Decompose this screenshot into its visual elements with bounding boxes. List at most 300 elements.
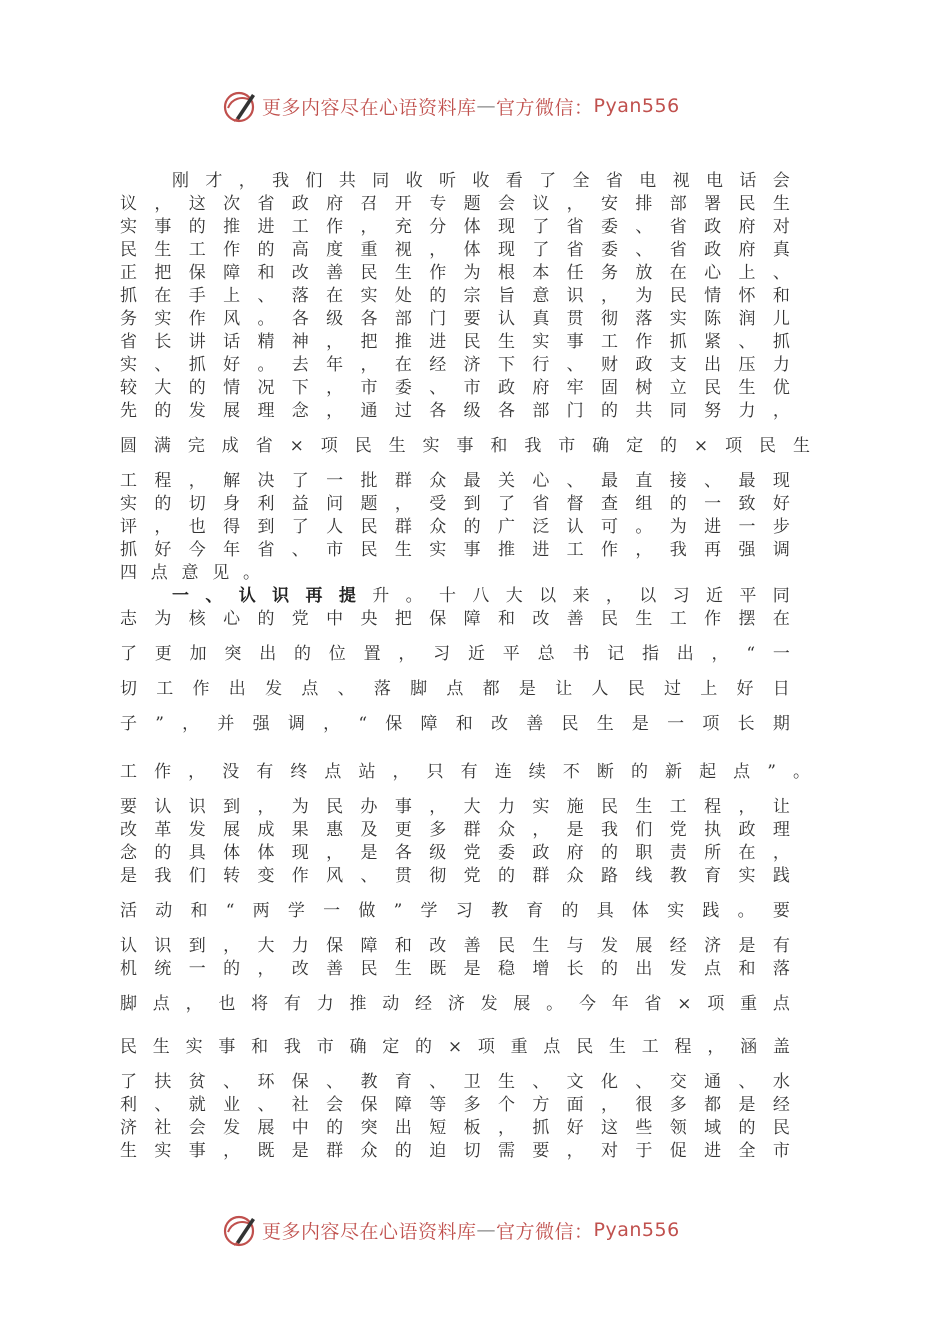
char: 大: [505, 586, 523, 606]
banner-official: 官方微信：: [496, 1220, 594, 1243]
char: 紧: [704, 332, 722, 352]
char: 正: [120, 263, 137, 283]
char: 委: [497, 843, 515, 863]
char: 生: [635, 609, 653, 629]
char: 是: [738, 936, 756, 956]
char: 根: [497, 263, 515, 283]
text-line: [120, 761, 810, 784]
char: 分: [429, 217, 447, 237]
char: 文: [566, 1072, 584, 1092]
char: 批: [360, 471, 378, 491]
char: 核: [188, 609, 206, 629]
text-line: [120, 993, 790, 1016]
char: ，: [182, 714, 200, 734]
char: 各: [429, 401, 447, 421]
char: 扶: [154, 1072, 172, 1092]
char: 作: [326, 217, 344, 237]
char: 实: [120, 355, 137, 375]
char: 在: [738, 843, 756, 863]
char: 到: [463, 494, 481, 514]
char: 成: [257, 820, 275, 840]
char: 进: [257, 217, 275, 237]
char: ，: [772, 843, 790, 863]
char: 部: [394, 309, 412, 329]
char: 可: [601, 517, 619, 537]
text-line: [120, 1140, 790, 1163]
banner-text: 更多内容尽在心语资料库: [262, 1220, 477, 1243]
char: 、: [429, 1072, 447, 1092]
char: 先: [120, 401, 137, 421]
char: 会: [326, 1095, 344, 1115]
char: 既: [257, 1141, 275, 1161]
char: ，: [394, 494, 412, 514]
char: 民: [669, 286, 687, 306]
char: 过: [663, 679, 681, 699]
char: 都: [704, 1095, 722, 1115]
char: 度: [326, 240, 344, 260]
text-line: [120, 262, 790, 285]
char: 念: [291, 401, 309, 421]
char: 改: [532, 609, 550, 629]
char: 革: [154, 820, 172, 840]
char: 旨: [497, 286, 515, 306]
char: 要: [772, 901, 790, 921]
char: 项: [702, 714, 720, 734]
char: 起: [699, 762, 717, 782]
char: 的: [257, 609, 275, 629]
char: 润: [738, 309, 756, 329]
char: 政: [291, 194, 309, 214]
char: 、: [223, 1072, 241, 1092]
char: 市: [772, 1141, 790, 1161]
char: 摆: [738, 609, 756, 629]
char: 实: [669, 309, 687, 329]
char: 出: [676, 644, 694, 664]
char: 保: [360, 1095, 378, 1115]
char: 事: [456, 436, 474, 456]
char: 与: [566, 936, 584, 956]
char: ×: [289, 436, 304, 456]
char: 近: [706, 586, 723, 606]
char: 党: [463, 866, 481, 886]
char: 省: [566, 217, 584, 237]
char: 我: [601, 820, 619, 840]
char: 安: [601, 194, 619, 214]
char: 板: [463, 1118, 481, 1138]
char: 民: [576, 1037, 594, 1057]
char: 不: [562, 762, 580, 782]
char: 落: [635, 309, 653, 329]
char: 统: [154, 959, 172, 979]
char: 众: [429, 517, 447, 537]
char: 识: [188, 797, 206, 817]
char: 作: [704, 609, 722, 629]
char: 一: [323, 901, 341, 921]
char: 了: [291, 471, 309, 491]
char: 我: [154, 866, 172, 886]
char: 善: [526, 714, 544, 734]
char: 贫: [188, 1072, 206, 1092]
char: 也: [218, 994, 236, 1014]
char: 生: [394, 263, 412, 283]
char: 、: [360, 866, 378, 886]
char: 发: [265, 679, 283, 699]
char: 进: [704, 517, 722, 537]
char: 府: [532, 378, 550, 398]
char: 的: [188, 378, 206, 398]
char: 风: [326, 866, 344, 886]
char: 和: [490, 436, 508, 456]
char: 为: [463, 263, 481, 283]
char: 中: [291, 1118, 309, 1138]
char: ”: [767, 762, 776, 782]
char: 为: [154, 609, 172, 629]
char: 益: [291, 494, 309, 514]
char: 于: [635, 1141, 653, 1161]
char: 点: [446, 679, 464, 699]
char: 是: [566, 820, 584, 840]
char: 见: [212, 563, 230, 583]
char: ，: [238, 171, 256, 191]
char: 善: [326, 959, 344, 979]
char: 的: [293, 644, 311, 664]
char: 众: [360, 1141, 378, 1161]
text-line: [120, 331, 790, 354]
char: 识: [154, 936, 172, 956]
char: 市: [326, 540, 344, 560]
char: 点: [772, 994, 790, 1014]
char: 级: [429, 843, 447, 863]
char: 和: [455, 714, 473, 734]
char: 彻: [601, 309, 619, 329]
char: 了: [539, 171, 557, 191]
char: 了: [532, 217, 550, 237]
char: 抓: [188, 355, 206, 375]
char: 放: [635, 263, 653, 283]
char: 发: [188, 401, 206, 421]
char: 出: [394, 1118, 412, 1138]
char: 、: [154, 355, 172, 375]
char: 党: [463, 843, 481, 863]
char: 一: [772, 644, 790, 664]
pen-logo-icon: [222, 1212, 258, 1248]
char: 民: [772, 1118, 790, 1138]
char: 大: [257, 936, 275, 956]
char: 视: [672, 171, 690, 191]
text-line: [120, 354, 790, 377]
char: 全: [738, 1141, 756, 1161]
char: 志: [120, 609, 137, 629]
char: 工: [188, 240, 206, 260]
char: 贯: [566, 309, 584, 329]
char: 进: [429, 332, 447, 352]
char: 手: [188, 286, 206, 306]
char: 济: [447, 994, 465, 1014]
char: ，: [635, 540, 653, 560]
char: 和: [394, 936, 412, 956]
char: 专: [429, 194, 447, 214]
char: 抓: [669, 332, 687, 352]
char: 识: [272, 586, 290, 606]
char: 平: [502, 644, 520, 664]
char: 都: [482, 679, 500, 699]
char: 省: [120, 332, 137, 352]
char: 迫: [429, 1141, 447, 1161]
char: 利: [257, 494, 275, 514]
char: 好: [566, 1118, 584, 1138]
char: 把: [154, 263, 172, 283]
char: 为: [291, 797, 309, 817]
char: 们: [188, 866, 206, 886]
banner-wechat-id: Pyan556: [593, 1219, 680, 1241]
char: 加: [189, 644, 207, 664]
char: 生: [596, 714, 614, 734]
char: 再: [704, 540, 722, 560]
char: 实: [360, 286, 378, 306]
char: 。: [635, 517, 653, 537]
char: 、: [429, 378, 447, 398]
char: ，: [497, 1118, 515, 1138]
char: 实: [422, 436, 440, 456]
char: 的: [154, 494, 172, 514]
char: 定: [626, 436, 644, 456]
char: 来: [572, 586, 590, 606]
char: 很: [635, 1095, 653, 1115]
char: 意: [181, 563, 199, 583]
char: 、: [635, 217, 653, 237]
char: 责: [669, 843, 687, 863]
text-line: [120, 285, 790, 308]
char: 立: [669, 378, 687, 398]
banner-separator: —: [476, 1219, 497, 1241]
char: 再: [305, 586, 323, 606]
char: 力: [738, 401, 756, 421]
char: 突: [224, 644, 242, 664]
char: 认: [497, 309, 515, 329]
char: 贯: [394, 866, 412, 886]
char: 点: [324, 762, 342, 782]
char: 较: [120, 378, 137, 398]
char: 济: [704, 936, 722, 956]
char: 抓: [120, 286, 137, 306]
char: 生: [154, 240, 172, 260]
char: 实: [185, 1037, 203, 1057]
char: 果: [291, 820, 309, 840]
char: 社: [154, 1118, 172, 1138]
char: 体: [631, 901, 649, 921]
char: 职: [635, 843, 653, 863]
char: 务: [120, 309, 137, 329]
char: 委: [394, 378, 412, 398]
char: 一: [326, 471, 344, 491]
char: 工: [566, 540, 584, 560]
char: 事: [188, 1141, 206, 1161]
char: 同: [772, 586, 790, 606]
char: 。: [257, 355, 275, 375]
char: 切: [188, 494, 206, 514]
char: 展: [635, 936, 653, 956]
char: 议: [120, 194, 137, 214]
char: 化: [601, 1072, 619, 1092]
char: 项: [725, 436, 743, 456]
char: 生: [792, 436, 810, 456]
text-line: [120, 713, 790, 736]
char: 出: [259, 644, 277, 664]
char: 学: [420, 901, 438, 921]
char: 让: [555, 679, 573, 699]
char: 民: [601, 609, 619, 629]
char: 务: [601, 263, 619, 283]
char: ，: [326, 843, 344, 863]
char: 识: [566, 286, 584, 306]
char: 要: [463, 309, 481, 329]
char: 障: [420, 714, 438, 734]
text-line: [120, 470, 790, 493]
char: 处: [394, 286, 412, 306]
char: 同: [669, 401, 687, 421]
char: 实: [154, 309, 172, 329]
char: ”: [393, 901, 403, 921]
char: 突: [360, 1118, 378, 1138]
char: 政: [635, 355, 653, 375]
char: 、: [738, 1072, 756, 1092]
char: 力: [316, 994, 334, 1014]
char: 生: [497, 1072, 515, 1092]
char: 、: [566, 471, 584, 491]
char: 的: [669, 494, 687, 514]
char: 省: [255, 436, 273, 456]
text-line: [120, 819, 790, 842]
char: 大: [463, 797, 481, 817]
char: 成: [221, 436, 239, 456]
char: 议: [532, 194, 550, 214]
char: 怀: [738, 286, 756, 306]
char: 工: [601, 332, 619, 352]
char: 充: [394, 217, 412, 237]
char: 只: [426, 762, 444, 782]
text-line: [120, 435, 810, 458]
char: 把: [394, 609, 412, 629]
char: 是: [631, 714, 649, 734]
char: ，: [429, 240, 447, 260]
char: 出: [704, 355, 722, 375]
char: 一: [172, 586, 189, 606]
char: 门: [566, 401, 584, 421]
char: 级: [463, 401, 481, 421]
char: 发: [601, 936, 619, 956]
section-heading-line: [120, 585, 790, 608]
char: 出: [635, 959, 653, 979]
char: 工: [669, 609, 687, 629]
char: 点: [543, 1037, 561, 1057]
text-line: [120, 865, 790, 888]
char: “: [746, 644, 756, 664]
char: 调: [772, 540, 790, 560]
char: 才: [205, 171, 223, 191]
char: 让: [772, 797, 790, 817]
char: 风: [223, 309, 241, 329]
char: 位: [328, 644, 346, 664]
char: 社: [291, 1095, 309, 1115]
char: 民: [360, 959, 378, 979]
char: 推: [349, 994, 367, 1014]
char: 现: [291, 843, 309, 863]
text-line: [120, 216, 790, 239]
char: 我: [524, 436, 542, 456]
char: 实: [532, 332, 550, 352]
char: ，: [707, 1037, 725, 1057]
char: 长: [154, 332, 172, 352]
char: 、: [326, 1072, 344, 1092]
char: 等: [429, 1095, 447, 1115]
char: 念: [120, 843, 137, 863]
char: 年: [611, 994, 629, 1014]
char: 确: [592, 436, 610, 456]
char: 变: [257, 866, 275, 886]
char: 情: [223, 378, 241, 398]
char: 展: [223, 401, 241, 421]
char: 点: [301, 679, 319, 699]
char: 近: [467, 644, 485, 664]
char: 工: [156, 679, 174, 699]
text-line: [120, 1117, 790, 1140]
char: 对: [601, 1141, 619, 1161]
char: 民: [120, 1037, 137, 1057]
char: 生: [772, 194, 790, 214]
char: 业: [223, 1095, 241, 1115]
char: ，: [566, 1141, 584, 1161]
char: 过: [394, 401, 412, 421]
char: 调: [287, 714, 305, 734]
char: ，: [223, 1141, 241, 1161]
char: 关: [497, 471, 515, 491]
char: 点: [152, 994, 170, 1014]
char: 短: [429, 1118, 447, 1138]
char: 程: [674, 1037, 692, 1057]
text-line: [120, 193, 790, 216]
char: 在: [394, 355, 412, 375]
char: 和: [257, 263, 275, 283]
char: 行: [532, 355, 550, 375]
char: 支: [669, 355, 687, 375]
char: 要: [532, 1141, 550, 1161]
char: 工: [120, 762, 137, 782]
char: 民: [463, 332, 481, 352]
char: 体: [463, 240, 481, 260]
char: 收: [472, 171, 490, 191]
char: 的: [257, 240, 275, 260]
char: 项: [477, 1037, 495, 1057]
char: 、: [532, 1072, 550, 1092]
char: “: [358, 714, 368, 734]
char: 具: [188, 843, 206, 863]
char: 省: [669, 240, 687, 260]
char: 是: [518, 679, 536, 699]
char: 切: [120, 679, 137, 699]
char: 党: [669, 820, 687, 840]
header-banner: [222, 86, 680, 126]
char: 事: [566, 332, 584, 352]
char: 、: [291, 540, 309, 560]
char: 抓: [120, 540, 137, 560]
char: 。: [257, 309, 275, 329]
char: 市: [558, 436, 576, 456]
char: 经: [772, 1095, 790, 1115]
char: 省: [605, 171, 623, 191]
char: 点: [150, 563, 168, 583]
char: 生: [532, 936, 550, 956]
document-body: [120, 170, 810, 1163]
